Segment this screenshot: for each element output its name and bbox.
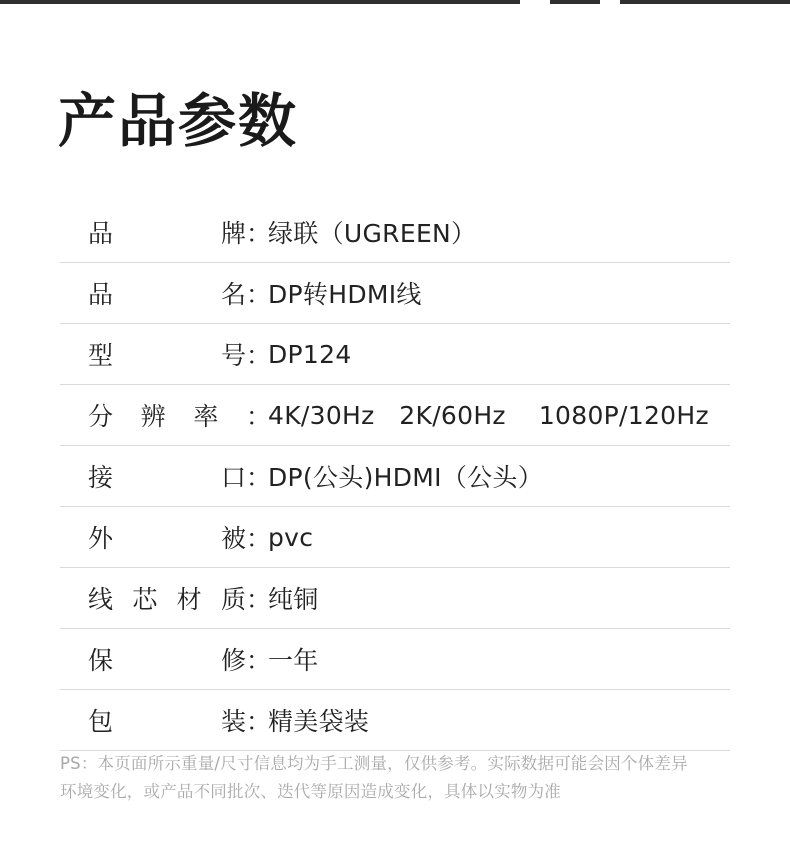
spec-row bbox=[60, 202, 730, 263]
spec-value: DP(公头)HDMI（公头） bbox=[268, 463, 544, 492]
spec-row bbox=[60, 263, 730, 324]
spec-label bbox=[88, 702, 246, 738]
spec-row bbox=[60, 507, 730, 568]
spec-label bbox=[88, 580, 246, 616]
spec-label-char: 品 bbox=[88, 280, 114, 309]
spec-label-char: 分 bbox=[88, 402, 114, 431]
spec-label-char: 修 bbox=[220, 646, 246, 675]
spec-label-char: 牌 bbox=[220, 219, 246, 248]
spec-value: 绿联（UGREEN） bbox=[268, 219, 477, 248]
spec-label-char: 品 bbox=[88, 219, 114, 248]
spec-label-char: 芯 bbox=[132, 585, 158, 614]
spec-value: DP124 bbox=[268, 339, 352, 369]
spec-label bbox=[88, 275, 246, 311]
spec-label bbox=[88, 641, 246, 677]
spec-colon: ： bbox=[246, 646, 272, 675]
spec-label-char: 材 bbox=[176, 585, 202, 614]
spec-label-char: 线 bbox=[88, 585, 114, 614]
spec-value: 精美袋装 bbox=[268, 707, 370, 736]
spec-label-char: 口 bbox=[220, 463, 246, 492]
spec-row bbox=[60, 446, 730, 507]
footnote-line-2: 环境变化，或产品不同批次、迭代等原因造成变化，具体以实物为准 bbox=[60, 782, 561, 801]
top-strip-gap bbox=[520, 0, 550, 4]
spec-value: 4K/30Hz 2K/60Hz 1080P/120Hz bbox=[268, 400, 709, 430]
spec-row bbox=[60, 324, 730, 385]
page-title: 产品参数 bbox=[58, 87, 299, 155]
top-strip-gap bbox=[600, 0, 620, 4]
spec-table bbox=[60, 202, 730, 751]
footnote-line-1: PS：本页面所示重量/尺寸信息均为手工测量，仅供参考。实际数据可能会因个体差异 bbox=[60, 754, 688, 773]
spec-row bbox=[60, 690, 730, 751]
spec-label-char: 型 bbox=[88, 341, 114, 370]
spec-colon: ： bbox=[246, 219, 272, 248]
spec-row bbox=[60, 385, 730, 446]
footnote bbox=[60, 750, 730, 806]
spec-colon: ： bbox=[246, 341, 272, 370]
spec-colon: ： bbox=[246, 402, 272, 431]
spec-value: pvc bbox=[268, 522, 314, 552]
spec-label-char: 外 bbox=[88, 524, 114, 553]
spec-label bbox=[88, 458, 246, 494]
spec-value: DP转HDMI线 bbox=[268, 280, 422, 309]
spec-label-char: 装 bbox=[220, 707, 246, 736]
spec-label bbox=[88, 397, 246, 433]
spec-label-char: 保 bbox=[88, 646, 114, 675]
spec-label-char: 率 bbox=[193, 402, 219, 431]
spec-label-char: 质 bbox=[220, 585, 246, 614]
spec-label-char: 被 bbox=[220, 524, 246, 553]
top-decorative-strip bbox=[0, 0, 790, 4]
spec-label bbox=[88, 214, 246, 250]
spec-label-char: 包 bbox=[88, 707, 114, 736]
spec-label bbox=[88, 519, 246, 555]
spec-value: 纯铜 bbox=[268, 585, 319, 614]
spec-row bbox=[60, 568, 730, 629]
spec-row bbox=[60, 629, 730, 690]
spec-colon: ： bbox=[246, 463, 272, 492]
spec-colon: ： bbox=[246, 707, 272, 736]
spec-colon: ： bbox=[246, 280, 272, 309]
spec-label-char: 接 bbox=[88, 463, 114, 492]
spec-label bbox=[88, 336, 246, 372]
spec-colon: ： bbox=[246, 524, 272, 553]
spec-value: 一年 bbox=[268, 646, 319, 675]
spec-label-char: 号 bbox=[220, 341, 246, 370]
spec-label-char: 名 bbox=[220, 280, 246, 309]
spec-colon: ： bbox=[246, 585, 272, 614]
spec-label-char: 辨 bbox=[140, 402, 166, 431]
